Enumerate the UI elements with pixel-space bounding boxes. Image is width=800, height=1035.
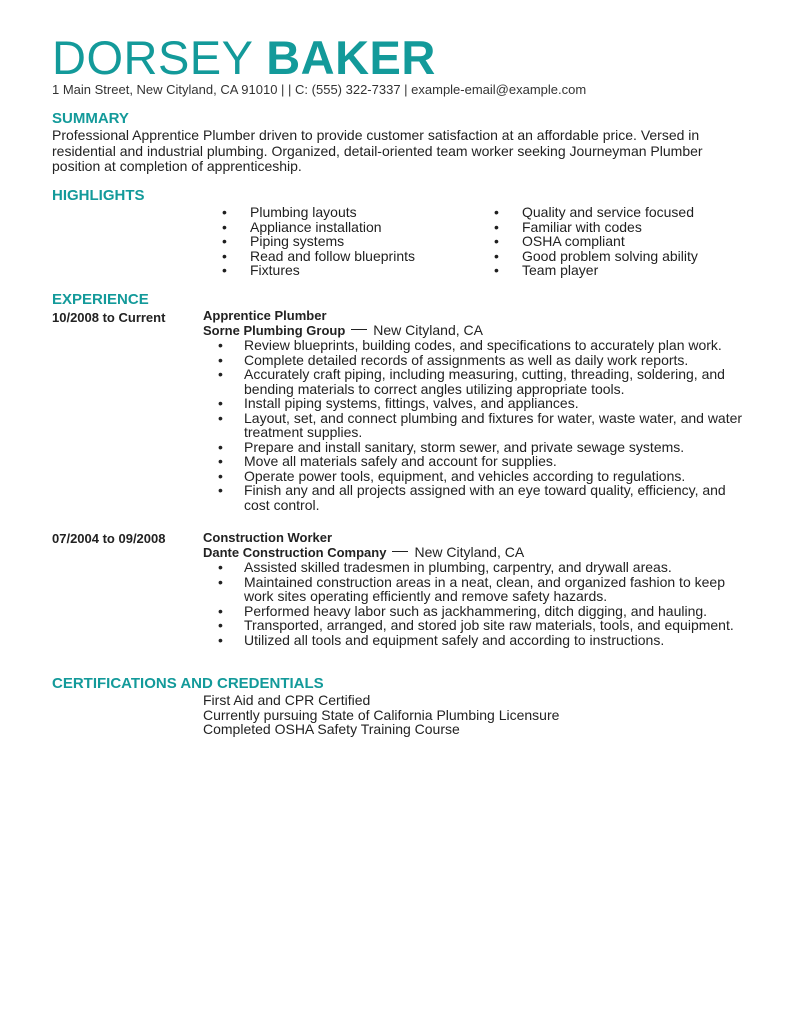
list-item: • Read and follow blueprints (222, 249, 415, 264)
list-item: • Layout, set, and connect plumbing and fixtures for water, waste water, and water treatment supplies. (218, 411, 748, 440)
list-item: • Fixtures (222, 263, 415, 278)
list-item: Completed OSHA Safety Training Course (203, 721, 460, 737)
list-item: • Assisted skilled tradesmen in plumbing, carpentry, and drywall areas. (218, 560, 748, 575)
list-item: Currently pursuing State of California Plumbing Licensure (203, 706, 560, 723)
job-duties-list (218, 560, 748, 647)
job-title: Construction Worker (203, 530, 333, 545)
dash-divider (351, 329, 367, 330)
contact-info: 1 Main Street, New Cityland, CA 91010 | | C: (555) 322-7337 | example-email@example.com (52, 82, 587, 97)
list-item: • Plumbing layouts (222, 205, 415, 220)
highlights-left-list (222, 205, 415, 278)
list-item: • Good problem solving ability (494, 249, 698, 264)
list-item: • Transported, arranged, and stored job site raw materials, tools, and equipment. (218, 618, 748, 633)
job-location: New Cityland, CA (373, 322, 483, 338)
list-item: • OSHA compliant (494, 234, 698, 249)
list-item: • Finish any and all projects assigned with an eye toward quality, efficiency, and cost control. (218, 483, 748, 512)
list-item: • Operate power tools, equipment, and vehicles according to regulations. (218, 469, 748, 484)
experience-heading: EXPERIENCE (52, 291, 149, 308)
job-location: New Cityland, CA (414, 544, 525, 560)
list-item: • Prepare and install sanitary, storm sewer, and private sewage systems. (218, 440, 748, 455)
list-item: • Accurately craft piping, including measuring, cutting, threading, soldering, and bending materials to correct angles utilizing appropriate tools. (218, 367, 748, 396)
summary-heading: SUMMARY (52, 110, 129, 127)
job-dates: 07/2004 to 09/2008 (52, 531, 166, 546)
summary-text: Professional Apprentice Plumber driven to provide customer satisfaction at an affordable price. Versed in residential and industrial plumbing. Organized, detail-oriented team worker seeking Journeyman Plumber position at completion of apprenticeship. (52, 127, 703, 174)
company-name: Sorne Plumbing Group (203, 323, 346, 338)
list-item: • Maintained construction areas in a neat, clean, and organized fashion to keep work sites operating efficiently and remove safety hazards. (218, 575, 748, 604)
job-dates: 10/2008 to Current (52, 310, 166, 325)
last-name: BAKER (266, 31, 436, 84)
list-item: • Utilized all tools and equipment safely and according to instructions. (218, 633, 748, 648)
highlights-right-list (494, 205, 698, 278)
list-item: • Move all materials safely and account for supplies. (218, 454, 748, 469)
candidate-name (52, 30, 436, 86)
list-item: First Aid and CPR Certified (203, 692, 371, 708)
first-name: DORSEY (52, 31, 253, 84)
job-title: Apprentice Plumber (203, 308, 327, 323)
list-item: • Performed heavy labor such as jackhammering, ditch digging, and hauling. (218, 604, 748, 619)
job-duties-list (218, 338, 748, 512)
certifications-heading: CERTIFICATIONS AND CREDENTIALS (52, 675, 324, 692)
highlights-heading: HIGHLIGHTS (52, 187, 145, 204)
list-item: • Quality and service focused (494, 205, 698, 220)
certifications-list (203, 693, 559, 737)
list-item: • Familiar with codes (494, 220, 698, 235)
company-name: Dante Construction Company (203, 545, 387, 560)
list-item: • Team player (494, 263, 698, 278)
list-item: • Appliance installation (222, 220, 415, 235)
dash-divider (392, 551, 408, 552)
list-item: • Install piping systems, fittings, valves, and appliances. (218, 396, 748, 411)
list-item: • Complete detailed records of assignments as well as daily work reports. (218, 353, 748, 368)
list-item: • Review blueprints, building codes, and specifications to accurately plan work. (218, 338, 748, 353)
list-item: • Piping systems (222, 234, 415, 249)
